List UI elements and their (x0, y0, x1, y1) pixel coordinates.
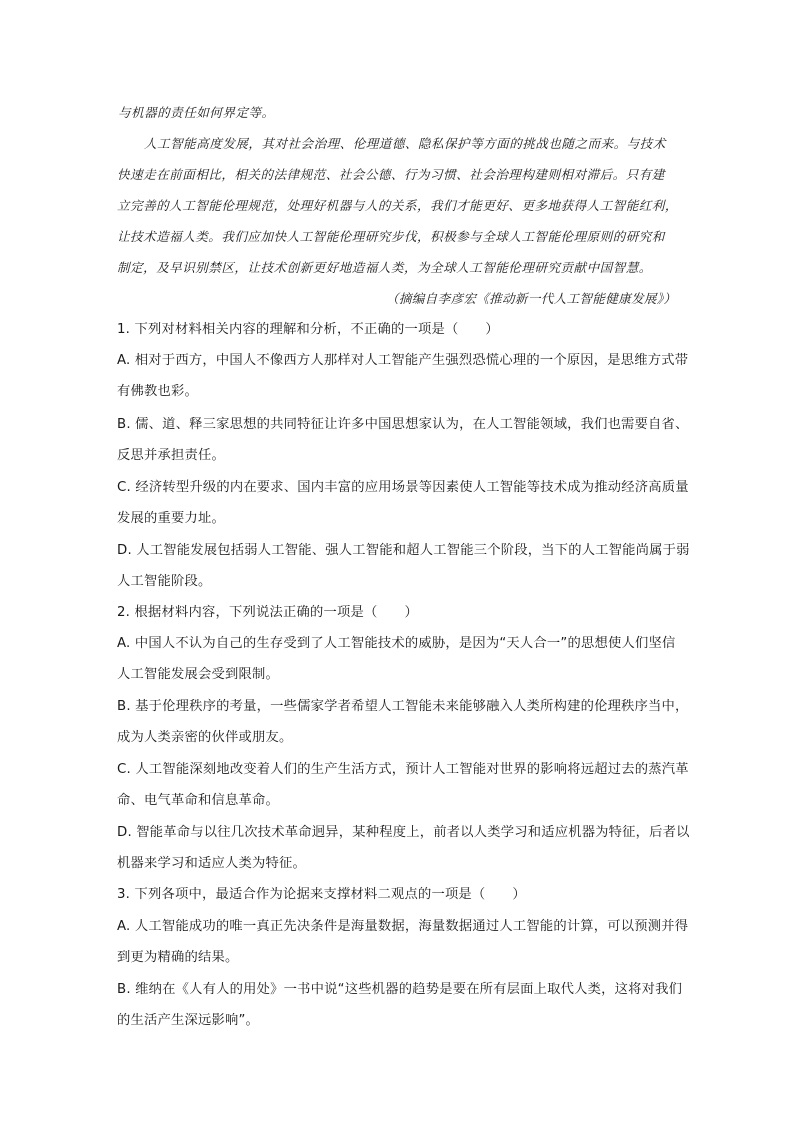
question-stem: 1. 下列对材料相关内容的理解和分析，不正确的一项是（ ） (117, 322, 499, 337)
option-a: A. 相对于西方，中国人不像西方人那样对人工智能产生强烈恐慌心理的一个原因，是思维方式带 (117, 353, 689, 368)
option-a-cont: 到更为精确的结果。 (117, 950, 239, 965)
option-c-cont: 命、电气革命和信息革命。 (117, 793, 279, 808)
option-d-cont: 机器来学习和适应人类为特征。 (117, 856, 306, 871)
option-c-cont: 发展的重要力址。 (117, 511, 225, 526)
option-b: B. 儒、道、释三家思想的共同特征让许多中国思想家认为，在人工智能领域，我们也需要自省、 (117, 417, 689, 432)
option-b: B. 维纳在《人有人的用处》一书中说“这些机器的趋势是要在所有层面上取代人类，这将对我们 (117, 982, 683, 997)
passage-line: 与机器的责任如何界定等。 (118, 105, 275, 120)
option-a: A. 中国人不认为自己的生存受到了人工智能技术的威胁，是因为“天人合一”的思想使人们坚信 (117, 636, 676, 651)
question-stem: 2. 根据材料内容，下列说法正确的一项是（ ） (117, 605, 418, 620)
option-b-cont: 的生活产生深远影响”。 (117, 1013, 260, 1028)
option-a-cont: 有佛教也彩。 (117, 384, 198, 399)
option-b-cont: 反思并承担责任。 (117, 448, 225, 463)
option-b-cont: 成为人类亲密的伙伴或朋友。 (117, 730, 293, 745)
passage-line: 立完善的人工智能伦理规范，处理好机器与人的关系，我们才能更好、更多地获得人工智能红利， (117, 198, 678, 213)
question-stem: 3. 下列各项中，最适合作为论据来支撑材料二观点的一项是（ ） (117, 887, 526, 902)
option-a: A. 人工智能成功的唯一真正先决条件是海量数据，海量数据通过人工智能的计算，可以预测并得 (117, 919, 689, 934)
passage-line: 快速走在前面相比，相关的法律规范、社会公德、行为习惯、社会治理构建则相对滞后。只有建 (117, 167, 665, 182)
option-d: D. 人工智能发展包括弱人工智能、强人工智能和超人工智能三个阶段，当下的人工智能尚属于弱 (117, 543, 690, 558)
option-b: B. 基于伦理秩序的考量，一些儒家学者希望人工智能未来能够融入人类所构建的伦理秩序当中， (117, 699, 689, 714)
passage-line: 人工智能高度发展，其对社会治理、伦理道德、隐私保护等方面的挑战也随之而来。与技术 (144, 136, 666, 151)
option-a-cont: 人工智能发展会受到限制。 (117, 667, 279, 682)
passage-line: 让技术造福人类。我们应加快人工智能伦理研究步伐，积极参与全球人工智能伦理原则的研究和 (117, 229, 665, 244)
option-c: C. 经济转型升级的内在要求、国内丰富的应用场景等因素使人工智能等技术成为推动经济高质量 (117, 480, 689, 495)
option-c: C. 人工智能深刻地改变着人们的生产生活方式，预计人工智能对世界的影响将远超过去的蒸汽革 (117, 762, 689, 777)
option-d: D. 智能革命与以往几次技术革命迥异，某种程度上，前者以人类学习和适应机器为特征，后者以 (117, 825, 690, 840)
passage-source: （摘编自李彦宏《推动新一代人工智能健康发展》） (386, 291, 677, 306)
option-d-cont: 人工智能阶段。 (117, 574, 212, 589)
passage-line: 制定，及早识别禁区，让技术创新更好地造福人类，为全球人工智能伦理研究贡献中国智慧。 (117, 260, 652, 275)
